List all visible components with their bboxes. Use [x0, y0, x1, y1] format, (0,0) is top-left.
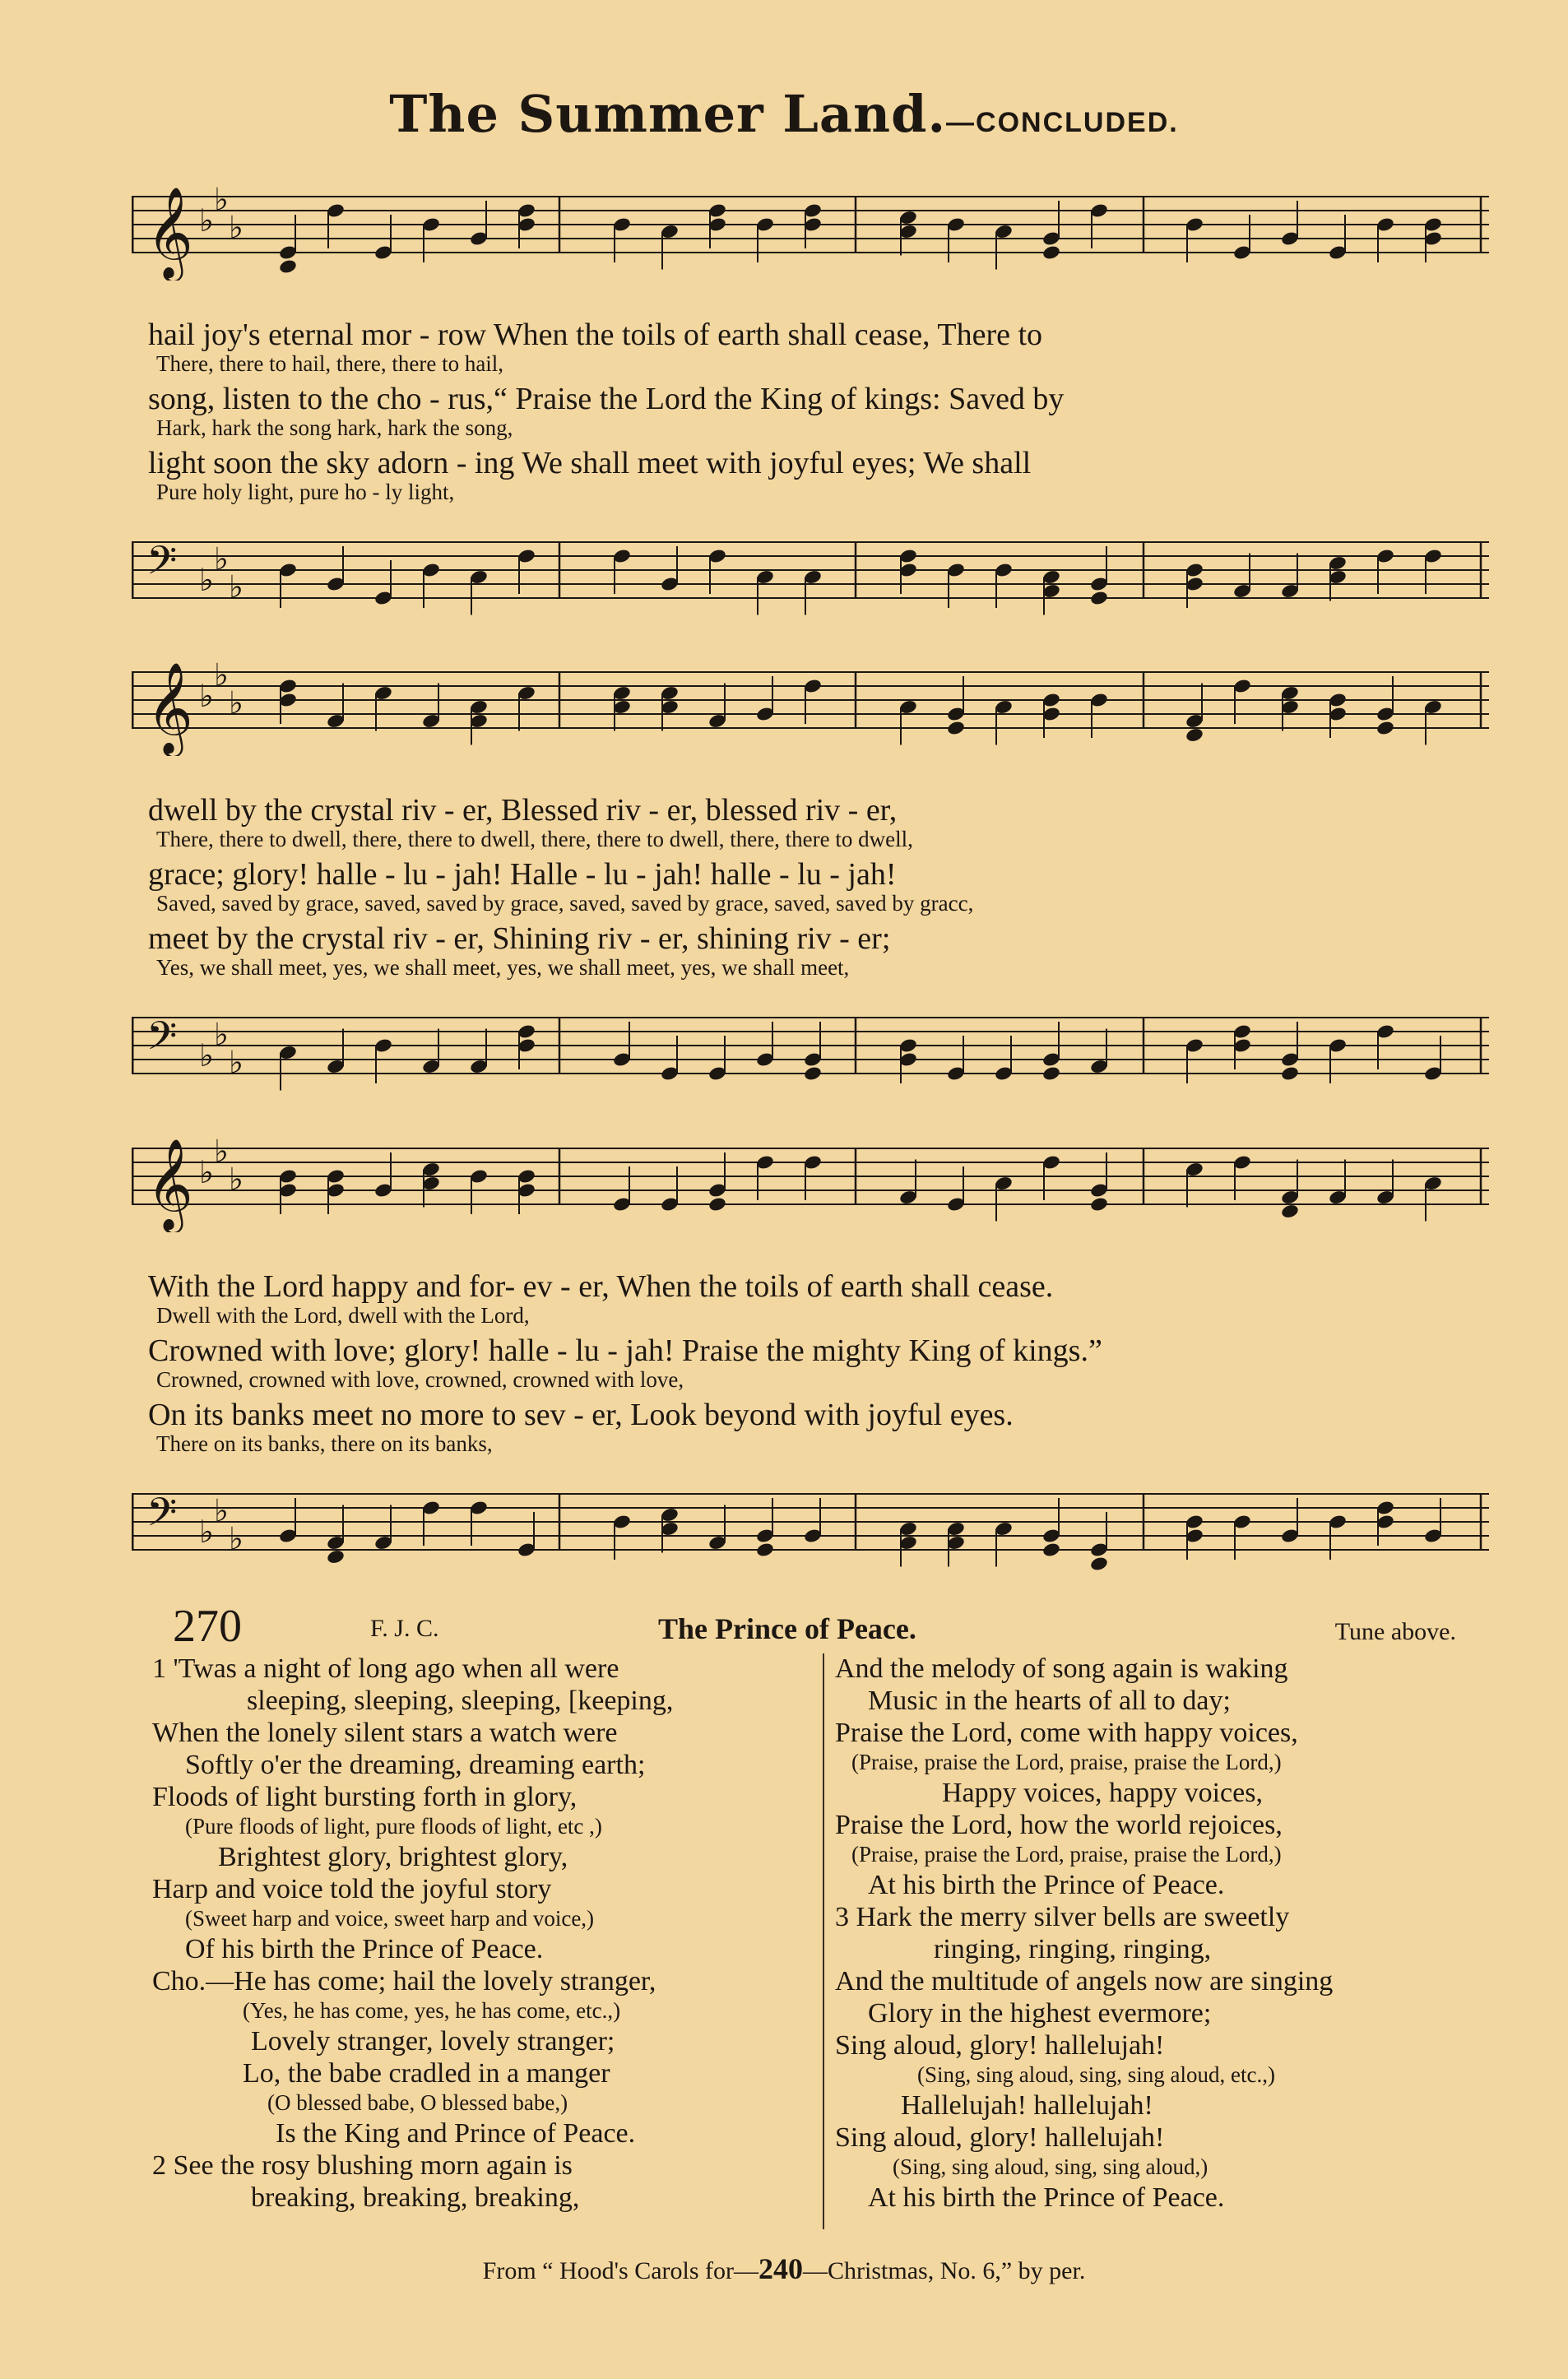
- flat-icon: ♭: [229, 684, 244, 721]
- note-head: [1089, 590, 1109, 606]
- note-head: [1280, 1203, 1300, 1220]
- verse-line: And the multitude of angels now are singing: [835, 1966, 1334, 1996]
- verse-line: Sing aloud, glory! hallelujah!: [835, 2030, 1165, 2061]
- note-head: [1089, 1556, 1109, 1572]
- note-head: [278, 258, 298, 275]
- flat-icon: ♭: [229, 1044, 244, 1081]
- verse-line: Praise the Lord, come with happy voices,: [835, 1718, 1298, 1748]
- note-head: [1089, 1196, 1109, 1213]
- lyric-echo-line: Hark, hark the song hark, hark the song,: [156, 415, 513, 440]
- flat-icon: ♭: [214, 1492, 229, 1529]
- verse-echo-line: (Pure floods of light, pure floods of light, etc ,): [185, 1814, 602, 1839]
- verse-line: Sing aloud, glory! hallelujah!: [835, 2122, 1165, 2153]
- treble-clef-icon: 𝄞: [146, 1138, 193, 1230]
- lyric-line: grace; glory! halle - lu - jah! Halle - lu - jah! halle - lu - jah!: [148, 857, 897, 892]
- verse-echo-line: (Yes, he has come, yes, he has come, etc.,): [243, 1998, 621, 2023]
- bass-clef-icon: 𝄢: [146, 1013, 178, 1069]
- lyric-echo-line: Saved, saved by grace, saved, saved by grace, saved, saved by grace, saved, saved by gracc,: [156, 891, 974, 916]
- hymn-header: [173, 1600, 1456, 1658]
- bass-clef-icon: 𝄢: [146, 1489, 178, 1545]
- lyric-line: On its banks meet no more to sev - er, Look beyond with joyful eyes.: [148, 1398, 1014, 1432]
- lyric-line: hail joy's eternal mor - row When the toils of earth shall cease, There to: [148, 318, 1043, 352]
- verse-line: sleeping, sleeping, sleeping, [keeping,: [247, 1686, 674, 1716]
- note-head: [803, 1065, 823, 1082]
- lyric-line: song, listen to the cho - rus,“ Praise the Lord the King of kings: Saved by: [148, 382, 1065, 416]
- verse-line: When the lonely silent stars a watch were: [152, 1718, 618, 1748]
- lyric-line: With the Lord happy and for- ev - er, When the toils of earth shall cease.: [148, 1269, 1054, 1304]
- flat-icon: ♭: [229, 1520, 244, 1557]
- verse-line: breaking, breaking, breaking,: [251, 2182, 580, 2213]
- flat-icon: ♭: [229, 209, 244, 246]
- footer-source-post: —Christmas, No. 6,” by per.: [803, 2257, 1086, 2284]
- hymn-tune: Tune above.: [1334, 1618, 1456, 1645]
- flat-icon: ♭: [214, 181, 229, 218]
- verse-echo-line: (O blessed babe, O blessed babe,): [267, 2090, 568, 2115]
- verse-line: Lovely stranger, lovely stranger;: [251, 2026, 615, 2057]
- bass-staff: [132, 1466, 1489, 1578]
- treble-clef-icon: 𝄞: [146, 186, 193, 278]
- hymn-number: 270: [173, 1601, 242, 1652]
- flat-icon: ♭: [199, 1514, 214, 1550]
- verse-line: Praise the Lord, how the world rejoices,: [835, 1810, 1283, 1840]
- verse-line: 3 Hark the merry silver bells are sweetly: [835, 1902, 1290, 1932]
- flat-icon: ♭: [214, 540, 229, 577]
- verse-line: And the melody of song again is waking: [835, 1653, 1288, 1684]
- flat-icon: ♭: [214, 1016, 229, 1053]
- flat-icon: ♭: [199, 562, 214, 598]
- lyric-echo-line: There, there to dwell, there, there to dwell, there, there to dwell, there, there to dwell,: [156, 827, 913, 851]
- bass-clef-icon: 𝄢: [146, 537, 178, 593]
- song-title: The Summer Land.: [389, 84, 947, 144]
- lyric-echo-line: Dwell with the Lord, dwell with the Lord,: [156, 1303, 530, 1328]
- verse-line: Cho.—He has come; hail the lovely stranger,: [152, 1966, 656, 1996]
- lyric-echo-line: Yes, we shall meet, yes, we shall meet, yes, we shall meet, yes, we shall meet,: [156, 955, 850, 980]
- verse-line: Harp and voice told the joyful story: [152, 1874, 552, 1904]
- note-head: [1185, 727, 1204, 744]
- lyric-echo-line: There, there to hail, there, there to hail,: [156, 351, 504, 376]
- verse-line: Floods of light bursting forth in glory,: [152, 1782, 578, 1812]
- note-head: [326, 1549, 346, 1565]
- flat-icon: ♭: [214, 656, 229, 693]
- lyric-echo-line: There on its banks, there on its banks,: [156, 1431, 493, 1456]
- hymn-author: F. J. C.: [370, 1615, 439, 1642]
- verse-echo-line: (Praise, praise the Lord, praise, praise the Lord,): [851, 1750, 1282, 1774]
- lyric-line: light soon the sky adorn - ing We shall meet with joyful eyes; We shall: [148, 446, 1032, 480]
- verse-line: Happy voices, happy voices,: [942, 1778, 1263, 1808]
- verse-line: 2 See the rosy blushing morn again is: [152, 2150, 573, 2181]
- verse-line: Is the King and Prince of Peace.: [276, 2118, 636, 2149]
- lyric-line: dwell by the crystal riv - er, Blessed riv - er, blessed riv - er,: [148, 793, 898, 828]
- flat-icon: ♭: [229, 1161, 244, 1198]
- verse-line: ringing, ringing, ringing,: [934, 1934, 1212, 1964]
- flat-icon: ♭: [199, 202, 214, 239]
- verse-echo-line: (Sweet harp and voice, sweet harp and voice,): [185, 1906, 595, 1931]
- note-head: [1041, 1542, 1061, 1558]
- verse-line: Glory in the highest evermore;: [868, 1998, 1212, 2029]
- verse-echo-line: (Sing, sing aloud, sing, sing aloud, etc.,): [917, 2062, 1275, 2087]
- note-head: [1041, 1065, 1061, 1082]
- page-number: 240: [758, 2252, 804, 2285]
- page-title: [0, 84, 1568, 144]
- note-head: [1041, 244, 1061, 261]
- verse-line: Brightest glory, brightest glory,: [218, 1842, 568, 1872]
- treble-staff: [132, 644, 1489, 756]
- verse-line: At his birth the Prince of Peace.: [868, 1870, 1225, 1900]
- footer-source-pre: From “ Hood's Carols for—: [482, 2257, 759, 2284]
- song-title-suffix: —CONCLUDED.: [946, 107, 1179, 138]
- flat-icon: ♭: [199, 678, 214, 714]
- treble-staff: [132, 1120, 1489, 1232]
- lyric-echo-line: Pure holy light, pure ho - ly light,: [156, 480, 455, 504]
- flat-icon: ♭: [214, 1133, 229, 1170]
- verse-line: At his birth the Prince of Peace.: [868, 2182, 1225, 2213]
- lyric-line: meet by the crystal riv - er, Shining riv - er, shining riv - er;: [148, 921, 891, 956]
- verse-echo-line: (Sing, sing aloud, sing, sing aloud,): [893, 2154, 1208, 2179]
- page-footer: [0, 2251, 1568, 2286]
- lyric-line: Crowned with love; glory! halle - lu - jah! Praise the mighty King of kings.”: [148, 1333, 1102, 1368]
- treble-clef-icon: 𝄞: [146, 661, 193, 754]
- note-head: [755, 1542, 775, 1558]
- flat-icon: ♭: [199, 1154, 214, 1190]
- note-head: [1280, 1065, 1300, 1082]
- verse-line: Of his birth the Prince of Peace.: [185, 1934, 544, 1964]
- treble-staff: [132, 169, 1489, 281]
- flat-icon: ♭: [229, 568, 244, 605]
- hymn-title: The Prince of Peace.: [658, 1612, 916, 1645]
- bass-staff: [132, 514, 1489, 626]
- note-head: [946, 720, 966, 736]
- verse-line: Music in the hearts of all to day;: [868, 1686, 1231, 1716]
- note-head: [707, 1196, 727, 1213]
- flat-icon: ♭: [199, 1037, 214, 1074]
- verse-line: 1 'Twas a night of long ago when all were: [152, 1653, 619, 1684]
- verse-line: Hallelujah! hallelujah!: [901, 2090, 1153, 2121]
- bass-staff: [132, 990, 1489, 1101]
- note-head: [1375, 720, 1395, 736]
- verse-line: Lo, the babe cradled in a manger: [243, 2058, 610, 2089]
- column-divider: [823, 1653, 824, 2229]
- lyric-echo-line: Crowned, crowned with love, crowned, crowned with love,: [156, 1367, 684, 1392]
- verse-line: Softly o'er the dreaming, dreaming earth;: [185, 1750, 646, 1780]
- verse-echo-line: (Praise, praise the Lord, praise, praise the Lord,): [851, 1842, 1282, 1867]
